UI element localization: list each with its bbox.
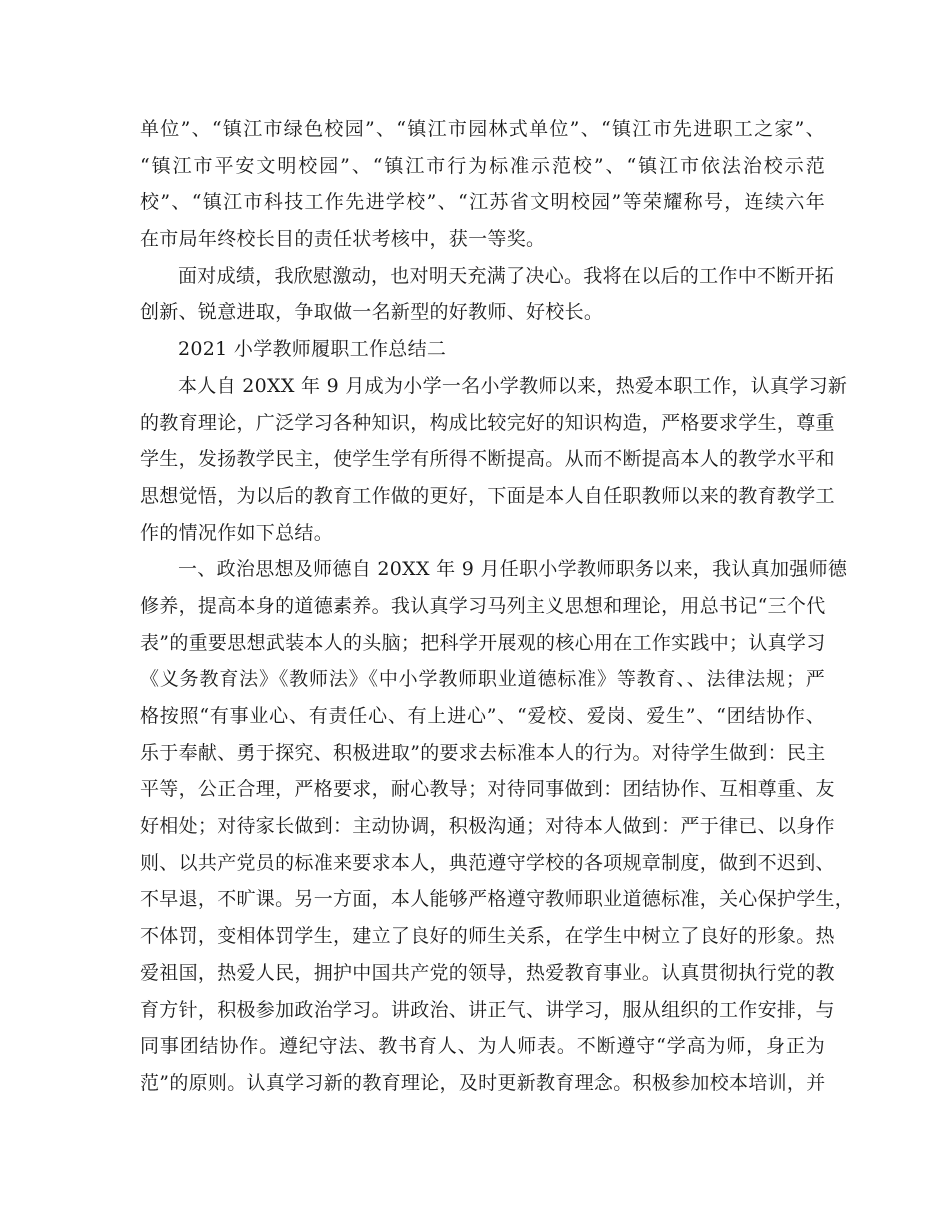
text-line: 表”的重要思想武装本人的头脑；把科学开展观的核心用在工作实践中；认真学习 [140, 631, 826, 654]
text-line: 思想觉悟，为以后的教育工作做的更好，下面是本人自任职教师以来的教育教学工 [140, 484, 835, 507]
text-line: 同事团结协作。遵纪守法、教书育人、为人师表。不断遵守“学高为师，身正为 [140, 1035, 825, 1058]
text-line: 学生，发扬教学民主，使学生学有所得不断提高。从而不断提高本人的教学水平和 [140, 448, 835, 471]
paragraph-first-line: 一、政治思想及师德自 20XX 年 9 月任职小学教师职务以来，我认真加强师德 [178, 558, 848, 581]
text-line: 不早退，不旷课。另一方面，本人能够严格遵守教师职业道德标准，关心保护学生， [140, 888, 855, 911]
text-line: 格按照“有事业心、有责任心、有上进心”、“爱校、爱岗、爱生”、“团结协作、 [140, 705, 825, 727]
text-line: 不体罚，变相体罚学生，建立了良好的师生关系，在学生中树立了良好的形象。热 [140, 925, 835, 948]
text-line: 单位”、“镇江市绿色校园”、“镇江市园林式单位”、“镇江市先进职工之家”、 [140, 118, 825, 140]
text-line: 创新、锐意进取，争取做一名新型的好教师、好校长。 [140, 301, 604, 324]
text-line: 范”的原则。认真学习新的教育理论，及时更新教育理念。积极参加校本培训，并 [140, 1071, 826, 1094]
text-line: 作的情况作如下总结。 [140, 521, 334, 544]
text-line: 好相处；对待家长做到：主动协调，积极沟通；对待本人做到：严于律已、以身作 [140, 815, 835, 838]
paragraph-first-line: 面对成绩，我欣慰激动，也对明天充满了决心。我将在以后的工作中不断开拓 [178, 264, 835, 287]
text-line: 的教育理论，广泛学习各种知识，构成比较完好的知识构造，严格要求学生，尊重 [140, 411, 835, 434]
text-line: 则、以共产党员的标准来要求本人，典范遵守学校的各项规章制度，做到不迟到、 [140, 851, 835, 874]
text-line: 修养，提高本身的道德素养。我认真学习马列主义思想和理论，用总书记“三个代 [140, 594, 826, 617]
text-line: 乐于奉献、勇于探究、积极进取”的要求去标准本人的行为。对待学生做到：民主 [140, 741, 826, 764]
section-heading: 2021 小学教师履职工作总结二 [178, 338, 447, 361]
text-line: 《义务教育法》《教师法》《中小学教师职业道德标准》等教育、、法律法规；严 [140, 668, 825, 691]
text-line: 爱祖国，热爱人民，拥护中国共产党的领导，热爱教育事业。认真贯彻执行党的教 [140, 961, 835, 984]
text-line: “镇江市平安文明校园”、“镇江市行为标准示范校”、“镇江市依法治校示范 [140, 154, 825, 177]
text-line: 在市局年终校长目的责任状考核中，获一等奖。 [140, 228, 546, 251]
text-line: 育方针，积极参加政治学习。讲政治、讲正气、讲学习，服从组织的工作安排，与 [140, 998, 835, 1021]
text-line: 平等，公正合理，严格要求，耐心教导；对待同事做到：团结协作、互相尊重、友 [140, 778, 835, 801]
document-body [140, 111, 855, 1102]
text-line: 校”、“镇江市科技工作先进学校”、“江苏省文明校园”等荣耀称号，连续六年 [140, 191, 825, 214]
paragraph-first-line: 本人自 20XX 年 9 月成为小学一名小学教师以来，热爱本职工作，认真学习新 [178, 374, 848, 397]
